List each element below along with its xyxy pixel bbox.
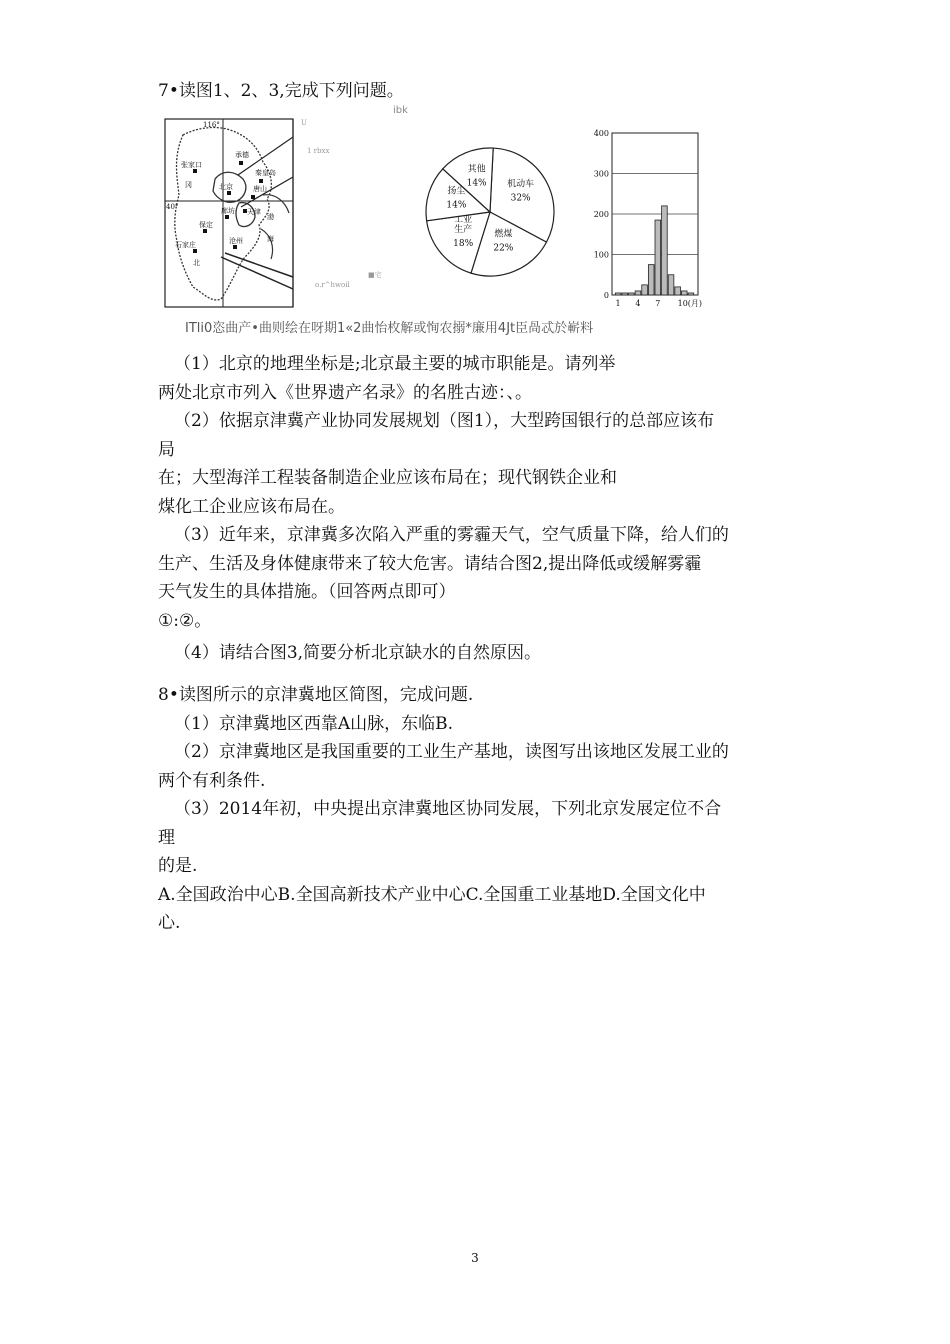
q8-part3-line1: （3）2014年初，中央提出京津冀地区协同发展，下列北京发展定位不合: [174, 799, 722, 819]
q7-part3-line3: 天气发生的具体措施。（回答两点即可）: [158, 582, 456, 602]
map-label-a: 冈: [185, 181, 192, 189]
pie-value-label: 14%: [466, 178, 487, 189]
bar: [629, 293, 635, 295]
figure-1-map: [163, 117, 398, 310]
bar-y-tick-label: 200: [593, 210, 609, 219]
bar-y-tick-label: 300: [593, 169, 609, 179]
map-label-bo: 渤: [267, 213, 274, 221]
figure-noise-text: ibk: [393, 105, 408, 116]
q7-part3-line4: ①:②。: [158, 611, 212, 631]
map-label-tangshan: 唐山: [253, 185, 267, 193]
pie-slice-label: 燃煤: [494, 229, 513, 240]
map-label-tianjin: 天津: [247, 208, 261, 216]
q7-part1-line1: （1）北京的地理坐标是;北京最主要的城市职能是。请列举: [174, 354, 616, 374]
bar: [615, 293, 621, 295]
map-label-langfang: 廊坊: [221, 207, 235, 215]
bar: [681, 291, 687, 295]
q8-part2-line1: （2）京津冀地区是我国重要的工业生产基地，读图写出该地区发展工业的: [174, 742, 729, 762]
map-noise-1: U: [301, 119, 307, 127]
bar: [635, 291, 641, 295]
q7-part2-line3: 在；大型海洋工程装备制造企业应该布局在；现代钢铁企业和: [158, 468, 617, 488]
pie-value-label: 22%: [493, 243, 514, 254]
map-label-hai: 海: [267, 235, 274, 243]
q7-part1-line2: 两处北京市列入《世界遗产名录》的名胜古迹：、。: [158, 383, 532, 403]
q7-part3-line1: （3）近年来，京津冀多次陷入严重的雾霾天气，空气质量下降，给人们的: [174, 525, 729, 545]
map-label-qinhuangdao: 秦皇岛: [255, 169, 276, 177]
q7-title: 7•读图1、2、3,完成下列问题。: [158, 81, 404, 101]
page-number: 3: [471, 1251, 479, 1265]
q7-part3-line2: 生产、生活及身体健康带来了较大危害。请结合图2,提出降低或缓解雾霾: [158, 554, 702, 574]
bar-x-tick-label: 7: [655, 299, 661, 308]
pie-slice-label: 扬尘: [447, 186, 466, 197]
bar-y-tick-label: 0: [603, 291, 609, 300]
map-label-beijing: 北京: [219, 183, 233, 191]
bar: [668, 275, 674, 295]
q8-part3-line2: 理: [158, 828, 175, 848]
pie-slice-label: 生产: [454, 224, 473, 235]
bar: [642, 285, 648, 295]
pie-value-label: 18%: [453, 238, 474, 249]
map-label-cangzhou: 沧州: [229, 237, 243, 245]
map-noise-3: o.r^hwoil: [315, 281, 350, 289]
q8-options-line2: 心.: [158, 913, 181, 933]
map-lat-label: 40°: [166, 203, 179, 211]
q8-part2-line2: 两个有利条件.: [158, 771, 266, 791]
bar: [688, 293, 694, 295]
coastline: [261, 195, 289, 259]
pie-value-label: 32%: [510, 193, 531, 204]
bar-x-tick-label: 4: [635, 299, 641, 308]
q8-part1: （1）京津冀地区西靠A山脉，东临B.: [174, 714, 453, 734]
bar: [662, 206, 668, 295]
q8-options-line1: A.全国政治中心B.全国高新技术产业中心C.全国重工业基地D.全国文化中: [158, 885, 706, 905]
pie-slice-label: 工业: [454, 214, 473, 225]
map-label-bei: 北: [193, 259, 200, 267]
bar: [622, 293, 628, 295]
map-noise-2: 1 rbxx: [307, 147, 330, 155]
pie-slice-label: 机动车: [507, 179, 535, 190]
map-label-shijiazhuang: 石家庄: [175, 241, 196, 249]
bar-x-tick-label: 10(月): [677, 299, 703, 308]
bar: [655, 220, 661, 295]
q7-part2-line2: 局: [158, 440, 175, 460]
map-label-baoding: 保定: [199, 221, 213, 229]
bar: [675, 287, 681, 295]
q8-part3-line3: 的是.: [158, 856, 198, 876]
bar-x-tick-label: 1: [615, 299, 621, 308]
pie-value-label: 14%: [446, 200, 467, 211]
q8-title: 8•读图所示的京津冀地区简图，完成问题.: [158, 685, 474, 705]
q7-part2-line4: 煤化工企业应该布局在。: [158, 497, 345, 517]
bar: [648, 265, 654, 295]
figure-3-bar-chart: [588, 127, 708, 313]
bar-y-tick-label: 400: [593, 129, 609, 138]
q7-part2-line1: （2）依据京津冀产业协同发展规划（图1），大型跨国银行的总部应该布: [174, 411, 715, 431]
q7-part4: （4）请结合图3,简要分析北京缺水的自然原因。: [174, 643, 542, 663]
map-noise-4: ■宅: [368, 271, 382, 279]
map-label-zhangjiakou: 张家口: [181, 161, 202, 169]
map-label-chengde: 承德: [235, 151, 249, 159]
map-lon-label: 116°: [203, 121, 220, 129]
figure-caption: ITli0恣曲产•曲则绘在呀期1«2曲怡枚解或恂农搦*廉用4Jt臣咼忒於嶄料: [185, 321, 594, 336]
pie-slice-label: 其他: [467, 164, 486, 175]
bar-y-tick-label: 100: [593, 250, 609, 260]
figure-2-pie-chart: [420, 132, 560, 298]
